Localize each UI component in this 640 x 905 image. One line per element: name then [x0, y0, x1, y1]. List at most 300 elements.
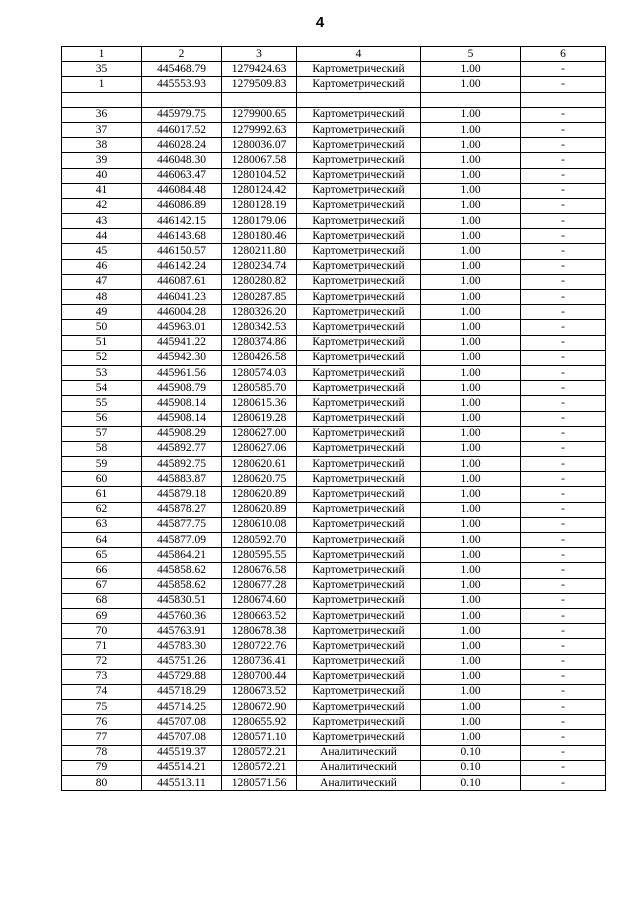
note-cell: - — [521, 244, 606, 259]
note-cell: - — [521, 214, 606, 229]
note-cell: - — [521, 229, 606, 244]
accuracy-cell: 1.00 — [421, 259, 521, 274]
y-coordinate-cell: 1280571.56 — [222, 776, 297, 791]
accuracy-cell: 0.10 — [421, 745, 521, 760]
point-number-cell: 70 — [62, 624, 142, 639]
note-cell: - — [521, 183, 606, 198]
y-coordinate-cell: 1280326.20 — [222, 305, 297, 320]
note-cell: - — [521, 350, 606, 365]
table-row — [62, 684, 606, 699]
y-coordinate-cell: 1280572.21 — [222, 745, 297, 760]
point-number-cell: 73 — [62, 669, 142, 684]
table-row — [62, 214, 606, 229]
page-number: 4 — [315, 14, 325, 31]
table-row — [62, 259, 606, 274]
x-coordinate-cell: 445729.88 — [142, 669, 222, 684]
table-row — [62, 654, 606, 669]
accuracy-cell: 1.00 — [421, 578, 521, 593]
x-coordinate-cell: 446084.48 — [142, 183, 222, 198]
x-coordinate-cell: 445714.25 — [142, 700, 222, 715]
x-coordinate-cell: 445468.79 — [142, 62, 222, 77]
table-row — [62, 776, 606, 791]
point-number-cell: 74 — [62, 684, 142, 699]
table-row — [62, 745, 606, 760]
y-coordinate-cell — [222, 92, 297, 107]
method-cell: Картометрический — [297, 350, 421, 365]
accuracy-cell: 1.00 — [421, 563, 521, 578]
x-coordinate-cell: 446048.30 — [142, 153, 222, 168]
x-coordinate-cell: 446142.24 — [142, 259, 222, 274]
y-coordinate-cell: 1280234.74 — [222, 259, 297, 274]
x-coordinate-cell — [142, 92, 222, 107]
method-cell: Картометрический — [297, 244, 421, 259]
accuracy-cell: 0.10 — [421, 760, 521, 775]
table-row — [62, 548, 606, 563]
method-cell: Картометрический — [297, 624, 421, 639]
accuracy-cell: 1.00 — [421, 426, 521, 441]
accuracy-cell: 1.00 — [421, 457, 521, 472]
point-number-cell: 46 — [62, 259, 142, 274]
method-cell: Картометрический — [297, 517, 421, 532]
point-number-cell: 75 — [62, 700, 142, 715]
method-cell: Картометрический — [297, 654, 421, 669]
note-cell: - — [521, 168, 606, 183]
x-coordinate-cell: 445858.62 — [142, 578, 222, 593]
y-coordinate-cell: 1280610.08 — [222, 517, 297, 532]
x-coordinate-cell: 446142.15 — [142, 214, 222, 229]
method-cell: Картометрический — [297, 441, 421, 456]
note-cell: - — [521, 639, 606, 654]
accuracy-cell: 1.00 — [421, 153, 521, 168]
y-coordinate-cell: 1280426.58 — [222, 350, 297, 365]
method-cell: Картометрический — [297, 487, 421, 502]
point-number-cell: 60 — [62, 472, 142, 487]
method-cell: Картометрический — [297, 669, 421, 684]
y-coordinate-cell: 1280104.52 — [222, 168, 297, 183]
accuracy-cell: 1.00 — [421, 730, 521, 745]
accuracy-cell: 1.00 — [421, 639, 521, 654]
note-cell: - — [521, 426, 606, 441]
table-row — [62, 639, 606, 654]
point-number-cell: 68 — [62, 593, 142, 608]
note-cell: - — [521, 502, 606, 517]
coordinates-table — [61, 46, 606, 791]
method-cell: Картометрический — [297, 411, 421, 426]
accuracy-cell: 1.00 — [421, 274, 521, 289]
accuracy-cell: 1.00 — [421, 365, 521, 380]
accuracy-cell: 1.00 — [421, 214, 521, 229]
method-cell: Картометрический — [297, 396, 421, 411]
point-number-cell: 58 — [62, 441, 142, 456]
accuracy-cell: 1.00 — [421, 654, 521, 669]
method-cell: Картометрический — [297, 153, 421, 168]
accuracy-cell: 1.00 — [421, 198, 521, 213]
y-coordinate-cell: 1280677.28 — [222, 578, 297, 593]
x-coordinate-cell: 445718.29 — [142, 684, 222, 699]
accuracy-cell: 1.00 — [421, 381, 521, 396]
x-coordinate-cell: 445963.01 — [142, 320, 222, 335]
accuracy-cell: 1.00 — [421, 138, 521, 153]
x-coordinate-cell: 446063.47 — [142, 168, 222, 183]
note-cell: - — [521, 517, 606, 532]
y-coordinate-cell: 1280036.07 — [222, 138, 297, 153]
point-number-cell: 42 — [62, 198, 142, 213]
method-cell: Картометрический — [297, 730, 421, 745]
y-coordinate-cell: 1280676.58 — [222, 563, 297, 578]
method-cell: Картометрический — [297, 77, 421, 92]
y-coordinate-cell: 1280592.70 — [222, 533, 297, 548]
table-row — [62, 669, 606, 684]
x-coordinate-cell: 446004.28 — [142, 305, 222, 320]
x-coordinate-cell: 445783.30 — [142, 639, 222, 654]
table-row — [62, 472, 606, 487]
x-coordinate-cell: 445707.08 — [142, 715, 222, 730]
method-cell: Картометрический — [297, 548, 421, 563]
table-row — [62, 92, 606, 107]
point-number-cell: 52 — [62, 350, 142, 365]
accuracy-cell: 1.00 — [421, 715, 521, 730]
column-header: 6 — [521, 47, 606, 62]
note-cell: - — [521, 715, 606, 730]
y-coordinate-cell: 1280595.55 — [222, 548, 297, 563]
note-cell: - — [521, 472, 606, 487]
method-cell — [297, 92, 421, 107]
accuracy-cell: 1.00 — [421, 183, 521, 198]
accuracy-cell: 1.00 — [421, 700, 521, 715]
point-number-cell — [62, 92, 142, 107]
x-coordinate-cell: 446041.23 — [142, 290, 222, 305]
y-coordinate-cell: 1280067.58 — [222, 153, 297, 168]
point-number-cell: 39 — [62, 153, 142, 168]
y-coordinate-cell: 1280620.89 — [222, 502, 297, 517]
point-number-cell: 47 — [62, 274, 142, 289]
method-cell: Аналитический — [297, 745, 421, 760]
table-row — [62, 624, 606, 639]
table-row — [62, 305, 606, 320]
method-cell: Картометрический — [297, 168, 421, 183]
point-number-cell: 1 — [62, 77, 142, 92]
table-row — [62, 487, 606, 502]
y-coordinate-cell: 1279424.63 — [222, 62, 297, 77]
note-cell: - — [521, 122, 606, 137]
y-coordinate-cell: 1279509.83 — [222, 77, 297, 92]
accuracy-cell: 1.00 — [421, 669, 521, 684]
note-cell: - — [521, 259, 606, 274]
table-row — [62, 563, 606, 578]
accuracy-cell: 1.00 — [421, 548, 521, 563]
accuracy-cell: 1.00 — [421, 290, 521, 305]
x-coordinate-cell: 445879.18 — [142, 487, 222, 502]
note-cell: - — [521, 365, 606, 380]
note-cell: - — [521, 624, 606, 639]
point-number-cell: 54 — [62, 381, 142, 396]
method-cell: Картометрический — [297, 122, 421, 137]
method-cell: Картометрический — [297, 365, 421, 380]
table-row — [62, 244, 606, 259]
x-coordinate-cell: 445513.11 — [142, 776, 222, 791]
table-row — [62, 457, 606, 472]
y-coordinate-cell: 1279992.63 — [222, 122, 297, 137]
y-coordinate-cell: 1280572.21 — [222, 760, 297, 775]
point-number-cell: 43 — [62, 214, 142, 229]
table-row — [62, 122, 606, 137]
x-coordinate-cell: 445942.30 — [142, 350, 222, 365]
table-row — [62, 198, 606, 213]
accuracy-cell: 1.00 — [421, 350, 521, 365]
note-cell: - — [521, 411, 606, 426]
note-cell: - — [521, 320, 606, 335]
point-number-cell: 62 — [62, 502, 142, 517]
method-cell: Картометрический — [297, 229, 421, 244]
note-cell: - — [521, 396, 606, 411]
y-coordinate-cell: 1280615.36 — [222, 396, 297, 411]
table-row — [62, 274, 606, 289]
note-cell: - — [521, 290, 606, 305]
method-cell: Картометрический — [297, 381, 421, 396]
note-cell: - — [521, 745, 606, 760]
column-header: 3 — [222, 47, 297, 62]
accuracy-cell: 1.00 — [421, 487, 521, 502]
x-coordinate-cell: 445553.93 — [142, 77, 222, 92]
accuracy-cell: 1.00 — [421, 441, 521, 456]
accuracy-cell: 0.10 — [421, 776, 521, 791]
table-row — [62, 533, 606, 548]
x-coordinate-cell: 445514.21 — [142, 760, 222, 775]
point-number-cell: 38 — [62, 138, 142, 153]
note-cell: - — [521, 700, 606, 715]
note-cell: - — [521, 138, 606, 153]
method-cell: Картометрический — [297, 335, 421, 350]
point-number-cell: 35 — [62, 62, 142, 77]
accuracy-cell: 1.00 — [421, 77, 521, 92]
table-row — [62, 593, 606, 608]
point-number-cell: 65 — [62, 548, 142, 563]
accuracy-cell: 1.00 — [421, 684, 521, 699]
method-cell: Картометрический — [297, 274, 421, 289]
y-coordinate-cell: 1280627.06 — [222, 441, 297, 456]
column-header: 2 — [142, 47, 222, 62]
point-number-cell: 71 — [62, 639, 142, 654]
y-coordinate-cell: 1280287.85 — [222, 290, 297, 305]
column-header: 5 — [421, 47, 521, 62]
point-number-cell: 76 — [62, 715, 142, 730]
y-coordinate-cell: 1280124.42 — [222, 183, 297, 198]
point-number-cell: 61 — [62, 487, 142, 502]
method-cell: Картометрический — [297, 608, 421, 623]
note-cell: - — [521, 654, 606, 669]
table-row — [62, 608, 606, 623]
point-number-cell: 40 — [62, 168, 142, 183]
point-number-cell: 66 — [62, 563, 142, 578]
y-coordinate-cell: 1280673.52 — [222, 684, 297, 699]
x-coordinate-cell: 446087.61 — [142, 274, 222, 289]
x-coordinate-cell: 446028.24 — [142, 138, 222, 153]
table-row — [62, 320, 606, 335]
table-row — [62, 715, 606, 730]
accuracy-cell: 1.00 — [421, 411, 521, 426]
table-row — [62, 760, 606, 775]
table-row — [62, 183, 606, 198]
note-cell: - — [521, 776, 606, 791]
y-coordinate-cell: 1280678.38 — [222, 624, 297, 639]
x-coordinate-cell: 445864.21 — [142, 548, 222, 563]
table-row — [62, 168, 606, 183]
x-coordinate-cell: 445707.08 — [142, 730, 222, 745]
table-row — [62, 350, 606, 365]
y-coordinate-cell: 1280655.92 — [222, 715, 297, 730]
table-row — [62, 517, 606, 532]
method-cell: Картометрический — [297, 107, 421, 122]
x-coordinate-cell: 445763.91 — [142, 624, 222, 639]
column-header: 4 — [297, 47, 421, 62]
method-cell: Картометрический — [297, 700, 421, 715]
note-cell: - — [521, 457, 606, 472]
table-row — [62, 77, 606, 92]
point-number-cell: 55 — [62, 396, 142, 411]
accuracy-cell: 1.00 — [421, 502, 521, 517]
x-coordinate-cell: 445892.75 — [142, 457, 222, 472]
y-coordinate-cell: 1280571.10 — [222, 730, 297, 745]
method-cell: Картометрический — [297, 684, 421, 699]
accuracy-cell: 1.00 — [421, 229, 521, 244]
note-cell: - — [521, 730, 606, 745]
x-coordinate-cell: 445941.22 — [142, 335, 222, 350]
note-cell: - — [521, 274, 606, 289]
method-cell: Картометрический — [297, 502, 421, 517]
accuracy-cell: 1.00 — [421, 608, 521, 623]
x-coordinate-cell: 445961.56 — [142, 365, 222, 380]
note-cell: - — [521, 107, 606, 122]
y-coordinate-cell: 1280620.75 — [222, 472, 297, 487]
x-coordinate-cell: 445908.79 — [142, 381, 222, 396]
y-coordinate-cell: 1280180.46 — [222, 229, 297, 244]
y-coordinate-cell: 1280211.80 — [222, 244, 297, 259]
table-row — [62, 62, 606, 77]
note-cell: - — [521, 593, 606, 608]
method-cell: Картометрический — [297, 320, 421, 335]
y-coordinate-cell: 1280722.76 — [222, 639, 297, 654]
method-cell: Картометрический — [297, 198, 421, 213]
y-coordinate-cell: 1280700.44 — [222, 669, 297, 684]
table-row — [62, 441, 606, 456]
accuracy-cell — [421, 92, 521, 107]
method-cell: Картометрический — [297, 578, 421, 593]
x-coordinate-cell: 445908.14 — [142, 396, 222, 411]
method-cell: Картометрический — [297, 593, 421, 608]
point-number-cell: 53 — [62, 365, 142, 380]
accuracy-cell: 1.00 — [421, 533, 521, 548]
table-row — [62, 730, 606, 745]
x-coordinate-cell: 445858.62 — [142, 563, 222, 578]
note-cell: - — [521, 533, 606, 548]
point-number-cell: 78 — [62, 745, 142, 760]
method-cell: Картометрический — [297, 426, 421, 441]
table-row — [62, 107, 606, 122]
point-number-cell: 49 — [62, 305, 142, 320]
table-row — [62, 365, 606, 380]
note-cell: - — [521, 487, 606, 502]
x-coordinate-cell: 445883.87 — [142, 472, 222, 487]
note-cell: - — [521, 62, 606, 77]
x-coordinate-cell: 445892.77 — [142, 441, 222, 456]
x-coordinate-cell: 445830.51 — [142, 593, 222, 608]
method-cell: Картометрический — [297, 62, 421, 77]
method-cell: Картометрический — [297, 457, 421, 472]
method-cell: Картометрический — [297, 138, 421, 153]
table-row — [62, 502, 606, 517]
x-coordinate-cell: 446143.68 — [142, 229, 222, 244]
method-cell: Картометрический — [297, 305, 421, 320]
method-cell: Аналитический — [297, 776, 421, 791]
y-coordinate-cell: 1280280.82 — [222, 274, 297, 289]
point-number-cell: 48 — [62, 290, 142, 305]
x-coordinate-cell: 445877.75 — [142, 517, 222, 532]
table-row — [62, 411, 606, 426]
y-coordinate-cell: 1280627.00 — [222, 426, 297, 441]
point-number-cell: 77 — [62, 730, 142, 745]
accuracy-cell: 1.00 — [421, 335, 521, 350]
x-coordinate-cell: 445877.09 — [142, 533, 222, 548]
note-cell: - — [521, 381, 606, 396]
table-row — [62, 578, 606, 593]
y-coordinate-cell: 1279900.65 — [222, 107, 297, 122]
table-row — [62, 700, 606, 715]
table-row — [62, 290, 606, 305]
accuracy-cell: 1.00 — [421, 472, 521, 487]
table-body — [62, 62, 606, 791]
point-number-cell: 80 — [62, 776, 142, 791]
y-coordinate-cell: 1280663.52 — [222, 608, 297, 623]
x-coordinate-cell: 445878.27 — [142, 502, 222, 517]
x-coordinate-cell: 445751.26 — [142, 654, 222, 669]
accuracy-cell: 1.00 — [421, 62, 521, 77]
table-row — [62, 229, 606, 244]
table-row — [62, 153, 606, 168]
x-coordinate-cell: 445908.14 — [142, 411, 222, 426]
x-coordinate-cell: 446086.89 — [142, 198, 222, 213]
point-number-cell: 64 — [62, 533, 142, 548]
table-row — [62, 138, 606, 153]
point-number-cell: 57 — [62, 426, 142, 441]
point-number-cell: 37 — [62, 122, 142, 137]
note-cell: - — [521, 684, 606, 699]
note-cell: - — [521, 153, 606, 168]
method-cell: Картометрический — [297, 639, 421, 654]
point-number-cell: 56 — [62, 411, 142, 426]
point-number-cell: 51 — [62, 335, 142, 350]
point-number-cell: 79 — [62, 760, 142, 775]
method-cell: Картометрический — [297, 259, 421, 274]
x-coordinate-cell: 445979.75 — [142, 107, 222, 122]
method-cell: Аналитический — [297, 760, 421, 775]
point-number-cell: 69 — [62, 608, 142, 623]
point-number-cell: 50 — [62, 320, 142, 335]
accuracy-cell: 1.00 — [421, 624, 521, 639]
accuracy-cell: 1.00 — [421, 107, 521, 122]
accuracy-cell: 1.00 — [421, 168, 521, 183]
note-cell: - — [521, 608, 606, 623]
table-row — [62, 396, 606, 411]
y-coordinate-cell: 1280620.61 — [222, 457, 297, 472]
table-header-row — [62, 47, 606, 62]
method-cell: Картометрический — [297, 183, 421, 198]
accuracy-cell: 1.00 — [421, 396, 521, 411]
accuracy-cell: 1.00 — [421, 593, 521, 608]
accuracy-cell: 1.00 — [421, 305, 521, 320]
column-header: 1 — [62, 47, 142, 62]
table-row — [62, 426, 606, 441]
method-cell: Картометрический — [297, 472, 421, 487]
